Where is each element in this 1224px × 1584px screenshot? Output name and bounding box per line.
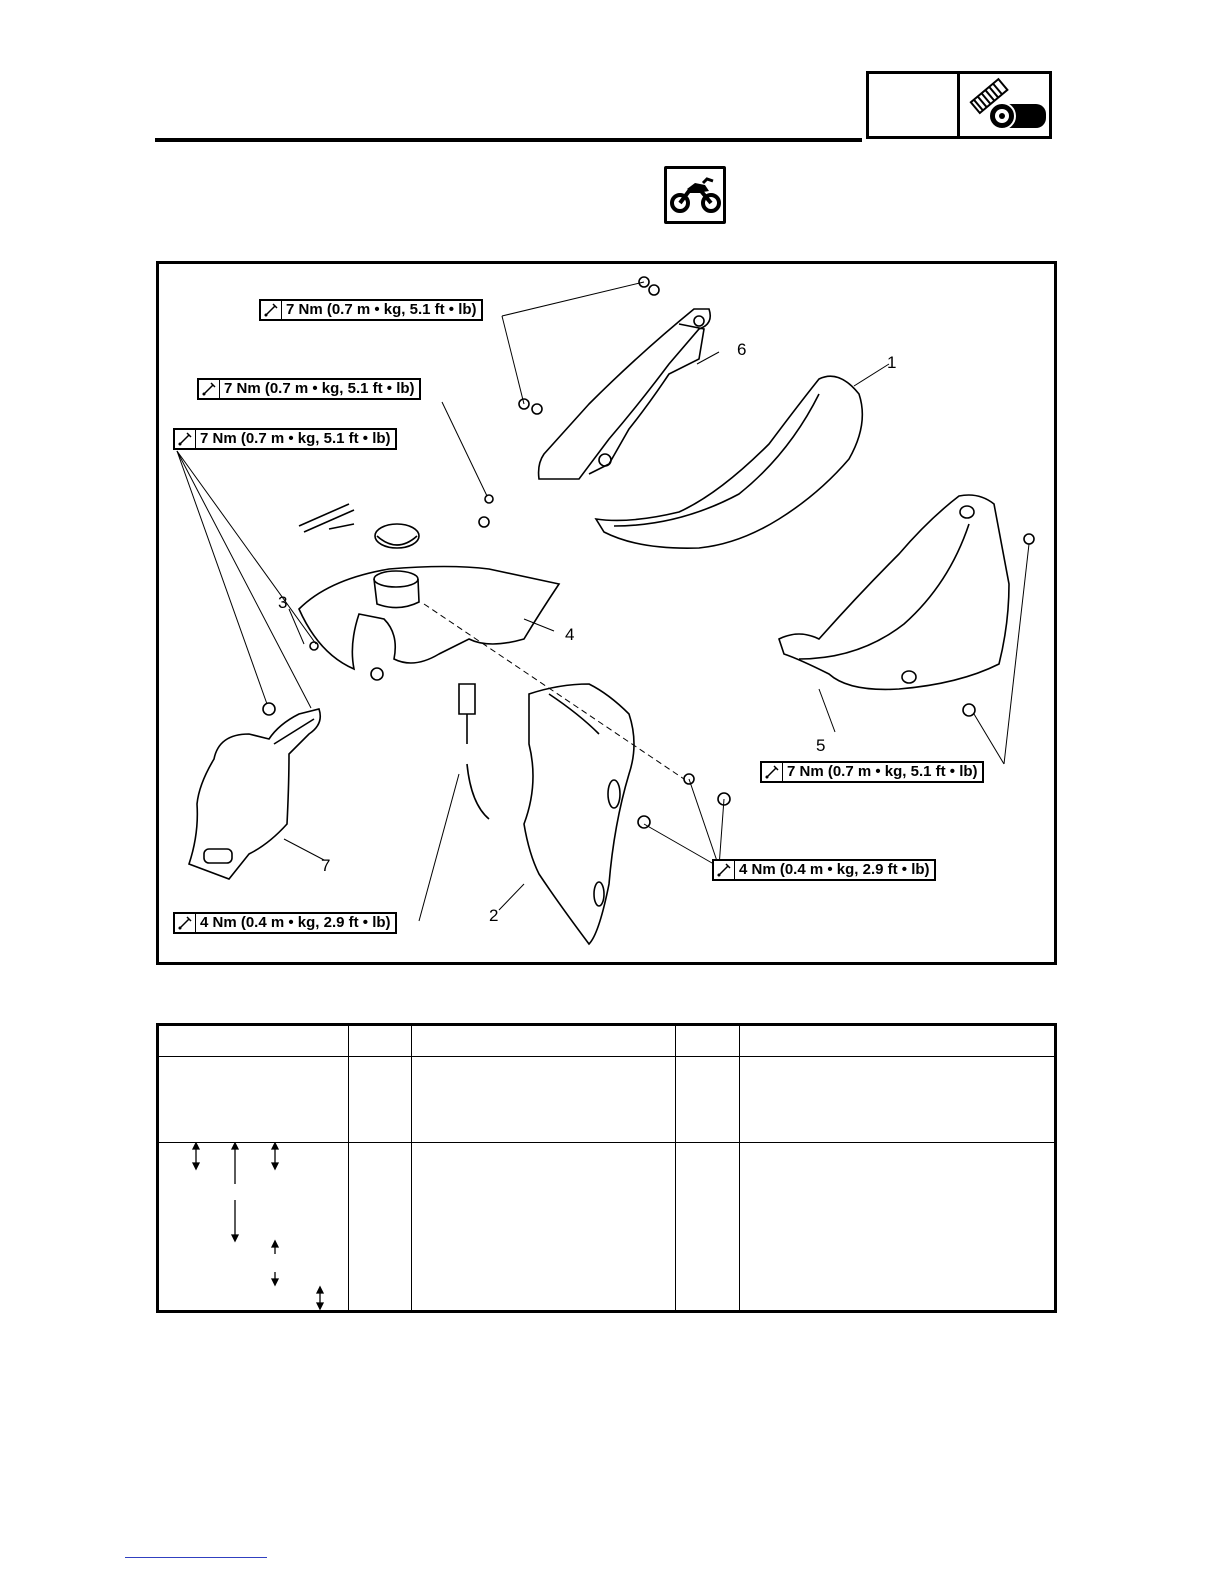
torque-wrench-icon: [199, 380, 220, 398]
torque-label-tank-front: [197, 378, 421, 400]
engine-icon-box: [960, 71, 1052, 139]
parts-drawing: [159, 264, 1054, 962]
torque-value: 7 Nm (0.7 m • kg, 5.1 ft • lb): [224, 380, 415, 397]
torque-value: 4 Nm (0.4 m • kg, 2.9 ft • lb): [200, 914, 391, 931]
upper-bracket-drawing: [539, 309, 711, 479]
torque-wrench-icon: [175, 914, 196, 932]
table-col-divider: [675, 1026, 676, 1310]
footer-link-underline: [125, 1557, 267, 1558]
callout-6: 6: [737, 340, 747, 359]
table-header-divider: [159, 1056, 1054, 1057]
callout-4: 4: [565, 625, 575, 644]
header-rule: [155, 138, 862, 142]
motorcycle-icon: [667, 169, 723, 221]
callout-3: 3: [278, 593, 288, 612]
order-arrows: [159, 1142, 349, 1312]
torque-value: 4 Nm (0.4 m • kg, 2.9 ft • lb): [739, 861, 930, 878]
bolts-drawing: [263, 277, 1034, 828]
fuel-tank-drawing: [299, 504, 559, 669]
torque-label-left: [173, 428, 397, 450]
torque-label-fuel-cock: [173, 912, 397, 934]
callout-5: 5: [816, 736, 826, 755]
torque-label-side-cover: [760, 761, 984, 783]
torque-wrench-icon: [714, 861, 735, 879]
radiator-shroud-drawing: [524, 684, 634, 944]
section-title-box: [866, 71, 960, 139]
callout-2: 2: [489, 906, 499, 925]
engine-icon: [960, 74, 1046, 136]
callout-7: 7: [321, 856, 331, 875]
exploded-parts-diagram: [156, 261, 1057, 965]
callout-1: 1: [887, 353, 897, 372]
torque-label-top: [259, 299, 483, 321]
side-cover-drawing: [779, 495, 1009, 689]
torque-label-shroud: [712, 859, 936, 881]
table-col-divider: [739, 1026, 740, 1310]
table-col-divider: [411, 1026, 412, 1310]
torque-wrench-icon: [261, 301, 282, 319]
torque-value: 7 Nm (0.7 m • kg, 5.1 ft • lb): [787, 763, 978, 780]
motorcycle-icon-box: [664, 166, 726, 224]
torque-wrench-icon: [175, 430, 196, 448]
seat-drawing: [596, 376, 862, 548]
parts-table: [156, 1023, 1057, 1313]
torque-wrench-icon: [762, 763, 783, 781]
number-plate-drawing: [189, 709, 320, 879]
torque-value: 7 Nm (0.7 m • kg, 5.1 ft • lb): [200, 430, 391, 447]
torque-value: 7 Nm (0.7 m • kg, 5.1 ft • lb): [286, 301, 477, 318]
